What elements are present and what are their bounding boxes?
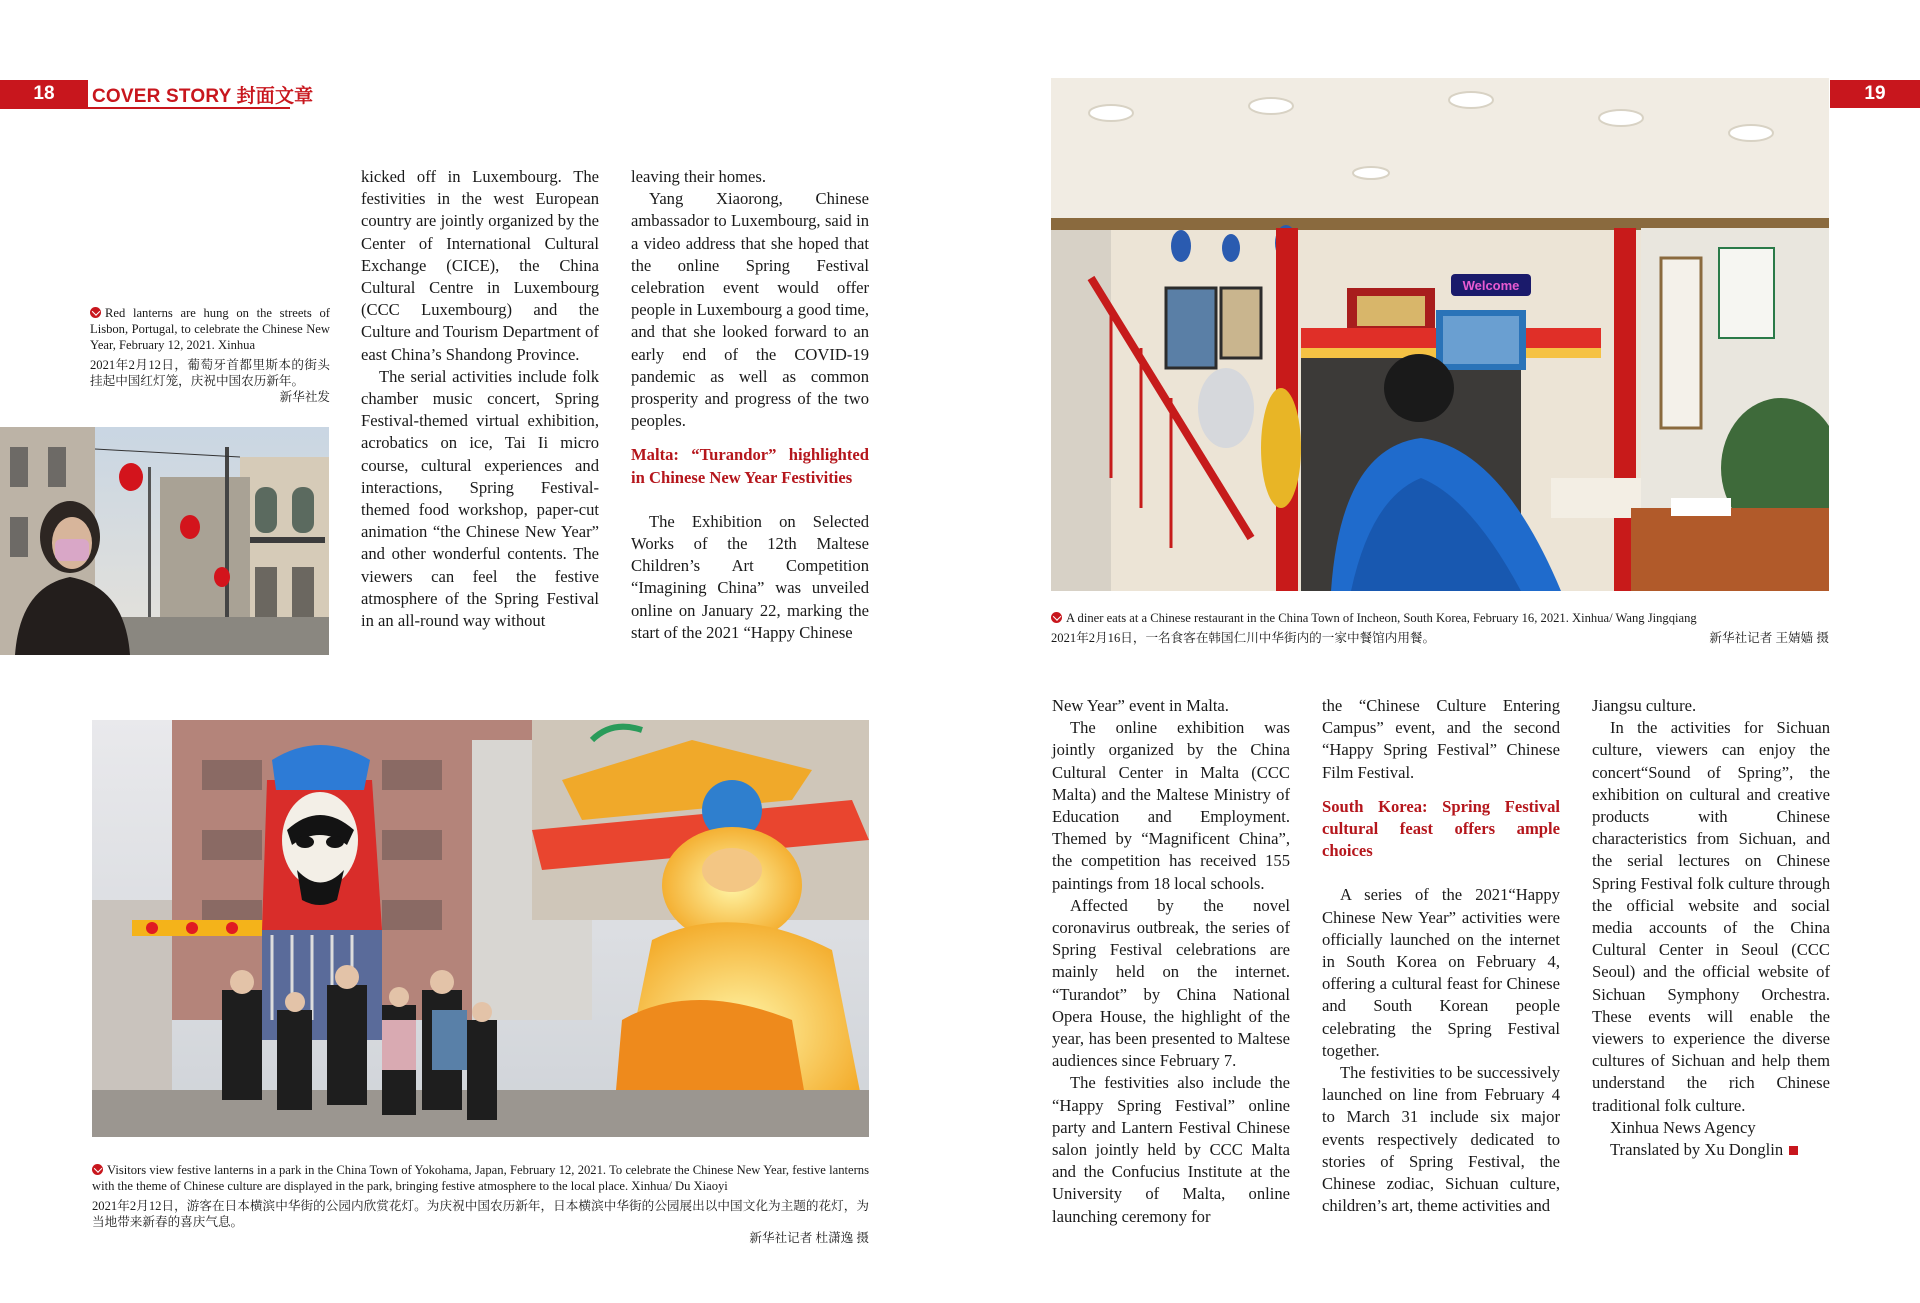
article-column-2: leaving their homes. Yang Xiaorong, Chinese ambassador to Luxembourg, said in a video address that she hoped that the online Spring Festival celebration event would offer people in Luxembourg a good time, and that she looked forward to an early end of the COVID-19 pandemic as well as common prosperity and progress of the two peoples. Malta: “Turandor” highlighted in Chinese New Year Festivities The Exhibition on Selected Works of the 12th Maltese Children’s Art Competition “Imagining China” was unveiled online on January 22, marking the start of the 2021 “Happy Chinese [631,167,869,642]
photo-lisbon-lanterns [0,427,329,655]
agency-credit: Xinhua News Agency [1610,1117,1756,1137]
photo-yokohama-lanterns [92,720,869,1137]
caption-yokohama: Visitors view festive lanterns in a park in the China Town of Yokohama, Japan, February 12, 2021. To celebrate the Chinese New Year, festive lanterns with the theme of Chinese culture are displayed in the park, bringing festive atmosphere to the local place. Xinhua/ Du Xiaoyi 2021年2月12日，游客在日本横滨中华街的公园内欣赏花灯。为庆祝中国农历新年，日本横滨中华街的公园展出以中国文化为主题的花灯，为当地带来新春的喜庆气息。 新华社记者 杜潇逸 摄 [92,1163,869,1245]
article-column-3: New Year” event in Malta. The online exhibition was jointly organized by the China Cultural Center in Malta (CCC Malta) and the Maltese Ministry of Education and Employment. Themed by “Magnificent China”, the competition has received 155 paintings from 18 local schools. Affected by the novel coronavirus outbreak, the series of Spring Festival celebrations are mainly held on the internet. “Turandot” by China National Opera House, the highlight of the year, has been presented to Maltese audiences since February 7. The festivities also include the “Happy Spring Festival” online party and Lantern Festival Chinese salon jointly held by CCC Malta and the Confucius Institute at the University of Malta, online launching ceremony for [1052,696,1290,1226]
end-mark-icon [1789,1146,1798,1155]
welcome-sign: Welcome [1462,278,1520,293]
article-column-4: the “Chinese Culture Entering Campus” event, and the second “Happy Spring Festival” Chinese Film Festival. South Korea: Spring Festival cultural feast offers ample choices A series of the 2021“Happy Chinese New Year” activities were officially launched on the internet in South Korea on February 4, offering a cultural feast for Chinese and South Korean people celebrating the Spring Festival together. The festivities to be successively launched on line from February 4 to March 31 include six major events respectively dedicated to stories of Spring Festival, the Chinese zodiac, Sichuan culture, children’s art, theme activities and [1322,696,1560,1216]
caption-incheon: A diner eats at a Chinese restaurant in the China Town of Incheon, South Korea, February 16, 2021. Xinhua/ Wang Jingqiang 2021年2月16日，一名食客在韩国仁川中华街内的一家中餐馆内用餐。 新华社记者 王婧嫱 摄 [1051,611,1829,645]
heading-malta: Malta: “Turandor” highlighted in Chinese New Year Festivities [631,445,869,487]
caption-marker-icon [90,307,101,318]
photo-incheon-restaurant [1051,78,1829,591]
heading-south-korea: South Korea: Spring Festival cultural feast offers ample choices [1322,796,1560,861]
caption-marker-icon [1051,612,1062,623]
caption-lisbon: Red lanterns are hung on the streets of Lisbon, Portugal, to celebrate the Chinese New Year, February 12, 2021. Xinhua 2021年2月12日，葡萄牙首都里斯本的街头挂起中国红灯笼，庆祝中国农历新年。 新华社发 [90,306,330,404]
article-column-1: kicked off in Luxembourg. The festivities in the west European country are jointly organized by the Center of International Cultural Exchange (CICE), the China Cultural Centre in Luxembourg (CCC Luxembourg) and the Culture and Tourism Department of east China’s Shandong Province. The serial activities include folk chamber music concert, Spring Festival-themed virtual exhibition, acrobatics on ice, Tai Ii micro course, cultural experiences and interactions, Spring Festival-themed food workshop, paper-cut animation “the Chinese New Year” and other wonderful contents. The viewers can feel the festive atmosphere of the Spring Festival in an all-round way without [361,167,599,631]
translator-credit: Translated by Xu Donglin [1592,1139,1830,1161]
header-rule [0,107,290,109]
section-title: COVER STORY 封面文章 [92,85,314,107]
left-page-number: 18 [0,80,88,108]
right-page-number: 19 [1830,80,1920,108]
article-column-5: Jiangsu culture. In the activities for Sichuan culture, viewers can enjoy the concert“Sound of Spring”, the exhibition on cultural and creative products with Chinese characteristics from Sichuan, and the serial lectures on Chinese Spring Festival folk culture through the official website and social media accounts of the China Cultural Center in Seoul (CCC Seoul) and the official website of Sichuan Symphony Orchestra. These events will enable the viewers to experience the diverse cultures of Sichuan and help them understand the rich Chinese traditional folk culture. Xinhua News Agency Translated by Xu Donglin [1592,695,1830,1161]
caption-marker-icon [92,1164,103,1175]
